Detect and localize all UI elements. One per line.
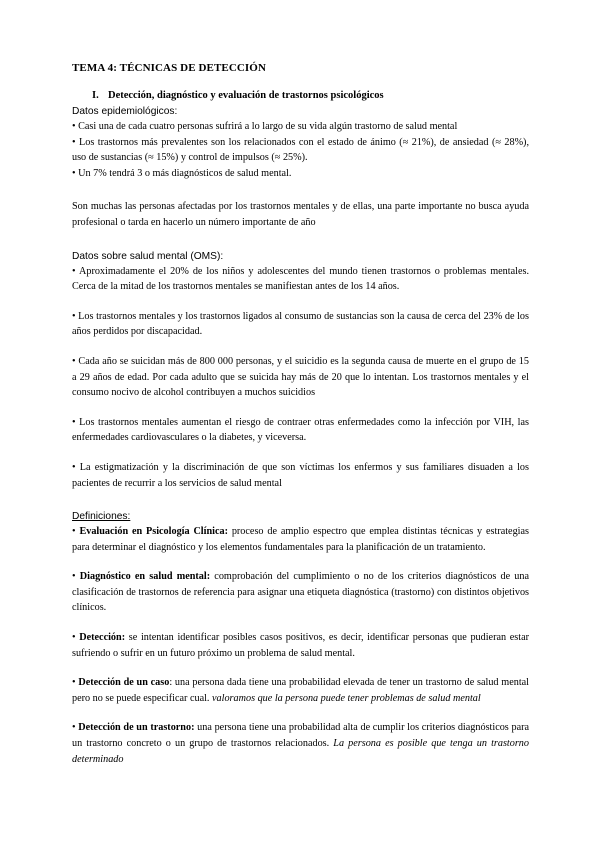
definition-term: Detección de un trastorno:	[78, 722, 195, 734]
oms-item: • Los trastornos mentales aumentan el riesgo de contraer otras enfermedades como la infección por VIH, las enfermedades cardiovasculares o la diabetes, y viceversa.	[72, 416, 529, 444]
definition-term: Detección:	[79, 632, 126, 644]
definition-item	[72, 569, 529, 616]
epi-item: • Un 7% tendrá 3 o más diagnósticos de salud mental.	[72, 167, 292, 179]
section-title: Detección, diagnóstico y evaluación de trastornos psicológicos	[108, 90, 384, 101]
oms-item: • La estigmatización y la discriminación de que son víctimas los enfermos y sus familiares disuaden a los pacientes de recurrir a los servicios de salud mental	[72, 461, 529, 489]
definitions-label: Definiciones:	[72, 511, 131, 523]
definition-note: valoramos que la persona puede tener problemas de salud mental	[212, 692, 481, 704]
epi-label: Datos epidemiológicos:	[72, 106, 178, 117]
section-heading	[92, 90, 529, 101]
oms-item: • Cada año se suicidan más de 800 000 personas, y el suicidio es la segunda causa de muerte en el grupo de 15 a 29 años de edad. Por cada adulto que se suicida hay más de 20 que lo intentan. Los trastornos mentales y el consumo nocivo de alcohol contribuyen a muchos suicidios	[72, 355, 529, 399]
definition-item	[72, 720, 529, 767]
document-page	[72, 62, 529, 767]
epi-item: • Casi una de cada cuatro personas sufrirá a lo largo de su vida algún trastorno de salud mental	[72, 121, 458, 132]
definition-text: se intentan identificar posibles casos positivos, es decir, identificar personas que pudieran estar sufriendo o sufrir en un futuro próximo un problema de salud mental.	[72, 632, 529, 659]
bullet: •	[72, 571, 76, 583]
definition-item	[72, 675, 529, 706]
oms-item: • Aproximadamente el 20% de los niños y adolescentes del mundo tienen trastornos o problemas mentales. Cerca de la mitad de los trastornos mentales se manifiestan antes de los 14 años.	[72, 265, 529, 293]
definition-term: Detección de un caso	[78, 677, 170, 689]
section-number: I.	[92, 90, 99, 101]
bullet: •	[72, 677, 76, 689]
definition-term: Evaluación en Psicología Clínica:	[79, 526, 228, 538]
definition-text: proceso de amplio espectro que emplea distintas técnicas y estrategias para determinar el diagnóstico y los elementos fundamentales para la planificación de un tratamiento.	[72, 526, 529, 553]
epi-item: • Los trastornos más prevalentes son los relacionados con el estado de ánimo (≈ 21%), de ansiedad (≈ 28%), uso de sustancias (≈ 15%) y control de impulsos (≈ 25%).	[72, 136, 529, 164]
definition-text: comprobación del cumplimiento o no de los criterios diagnósticos de una clasificación de trastornos de referencia para asignar una etiqueta diagnóstica (trastorno) con distintos objetivos clínicos.	[72, 571, 530, 614]
intro-paragraph: Son muchas las personas afectadas por los trastornos mentales y de ellas, una parte importante no busca ayuda profesional o tarda en hacerlo un número importante de año	[72, 201, 529, 228]
definition-text: : una persona dada tiene una probabilidad elevada de tener un trastorno de salud mental pero no se puede especificar cual.	[72, 677, 530, 704]
bullet: •	[72, 722, 76, 734]
page-title: TEMA 4: TÉCNICAS DE DETECCIÓN	[72, 62, 267, 74]
oms-item: • Los trastornos mentales y los trastornos ligados al consumo de sustancias son la causa de cerca del 23% de los años perdidos por discapacidad.	[72, 310, 529, 338]
definition-item	[72, 524, 529, 555]
definition-item	[72, 630, 529, 661]
bullet: •	[72, 526, 76, 538]
bullet: •	[72, 632, 76, 644]
definition-term: Diagnóstico en salud mental:	[79, 571, 211, 583]
definition-text: una persona tiene una probabilidad alta de cumplir los criterios diagnósticos para un trastorno concreto o un grupo de trastornos relacionados.	[72, 722, 530, 750]
oms-label: Datos sobre salud mental (OMS):	[72, 250, 224, 262]
definition-note: La persona es posible que tenga un trastorno determinado	[72, 738, 529, 765]
